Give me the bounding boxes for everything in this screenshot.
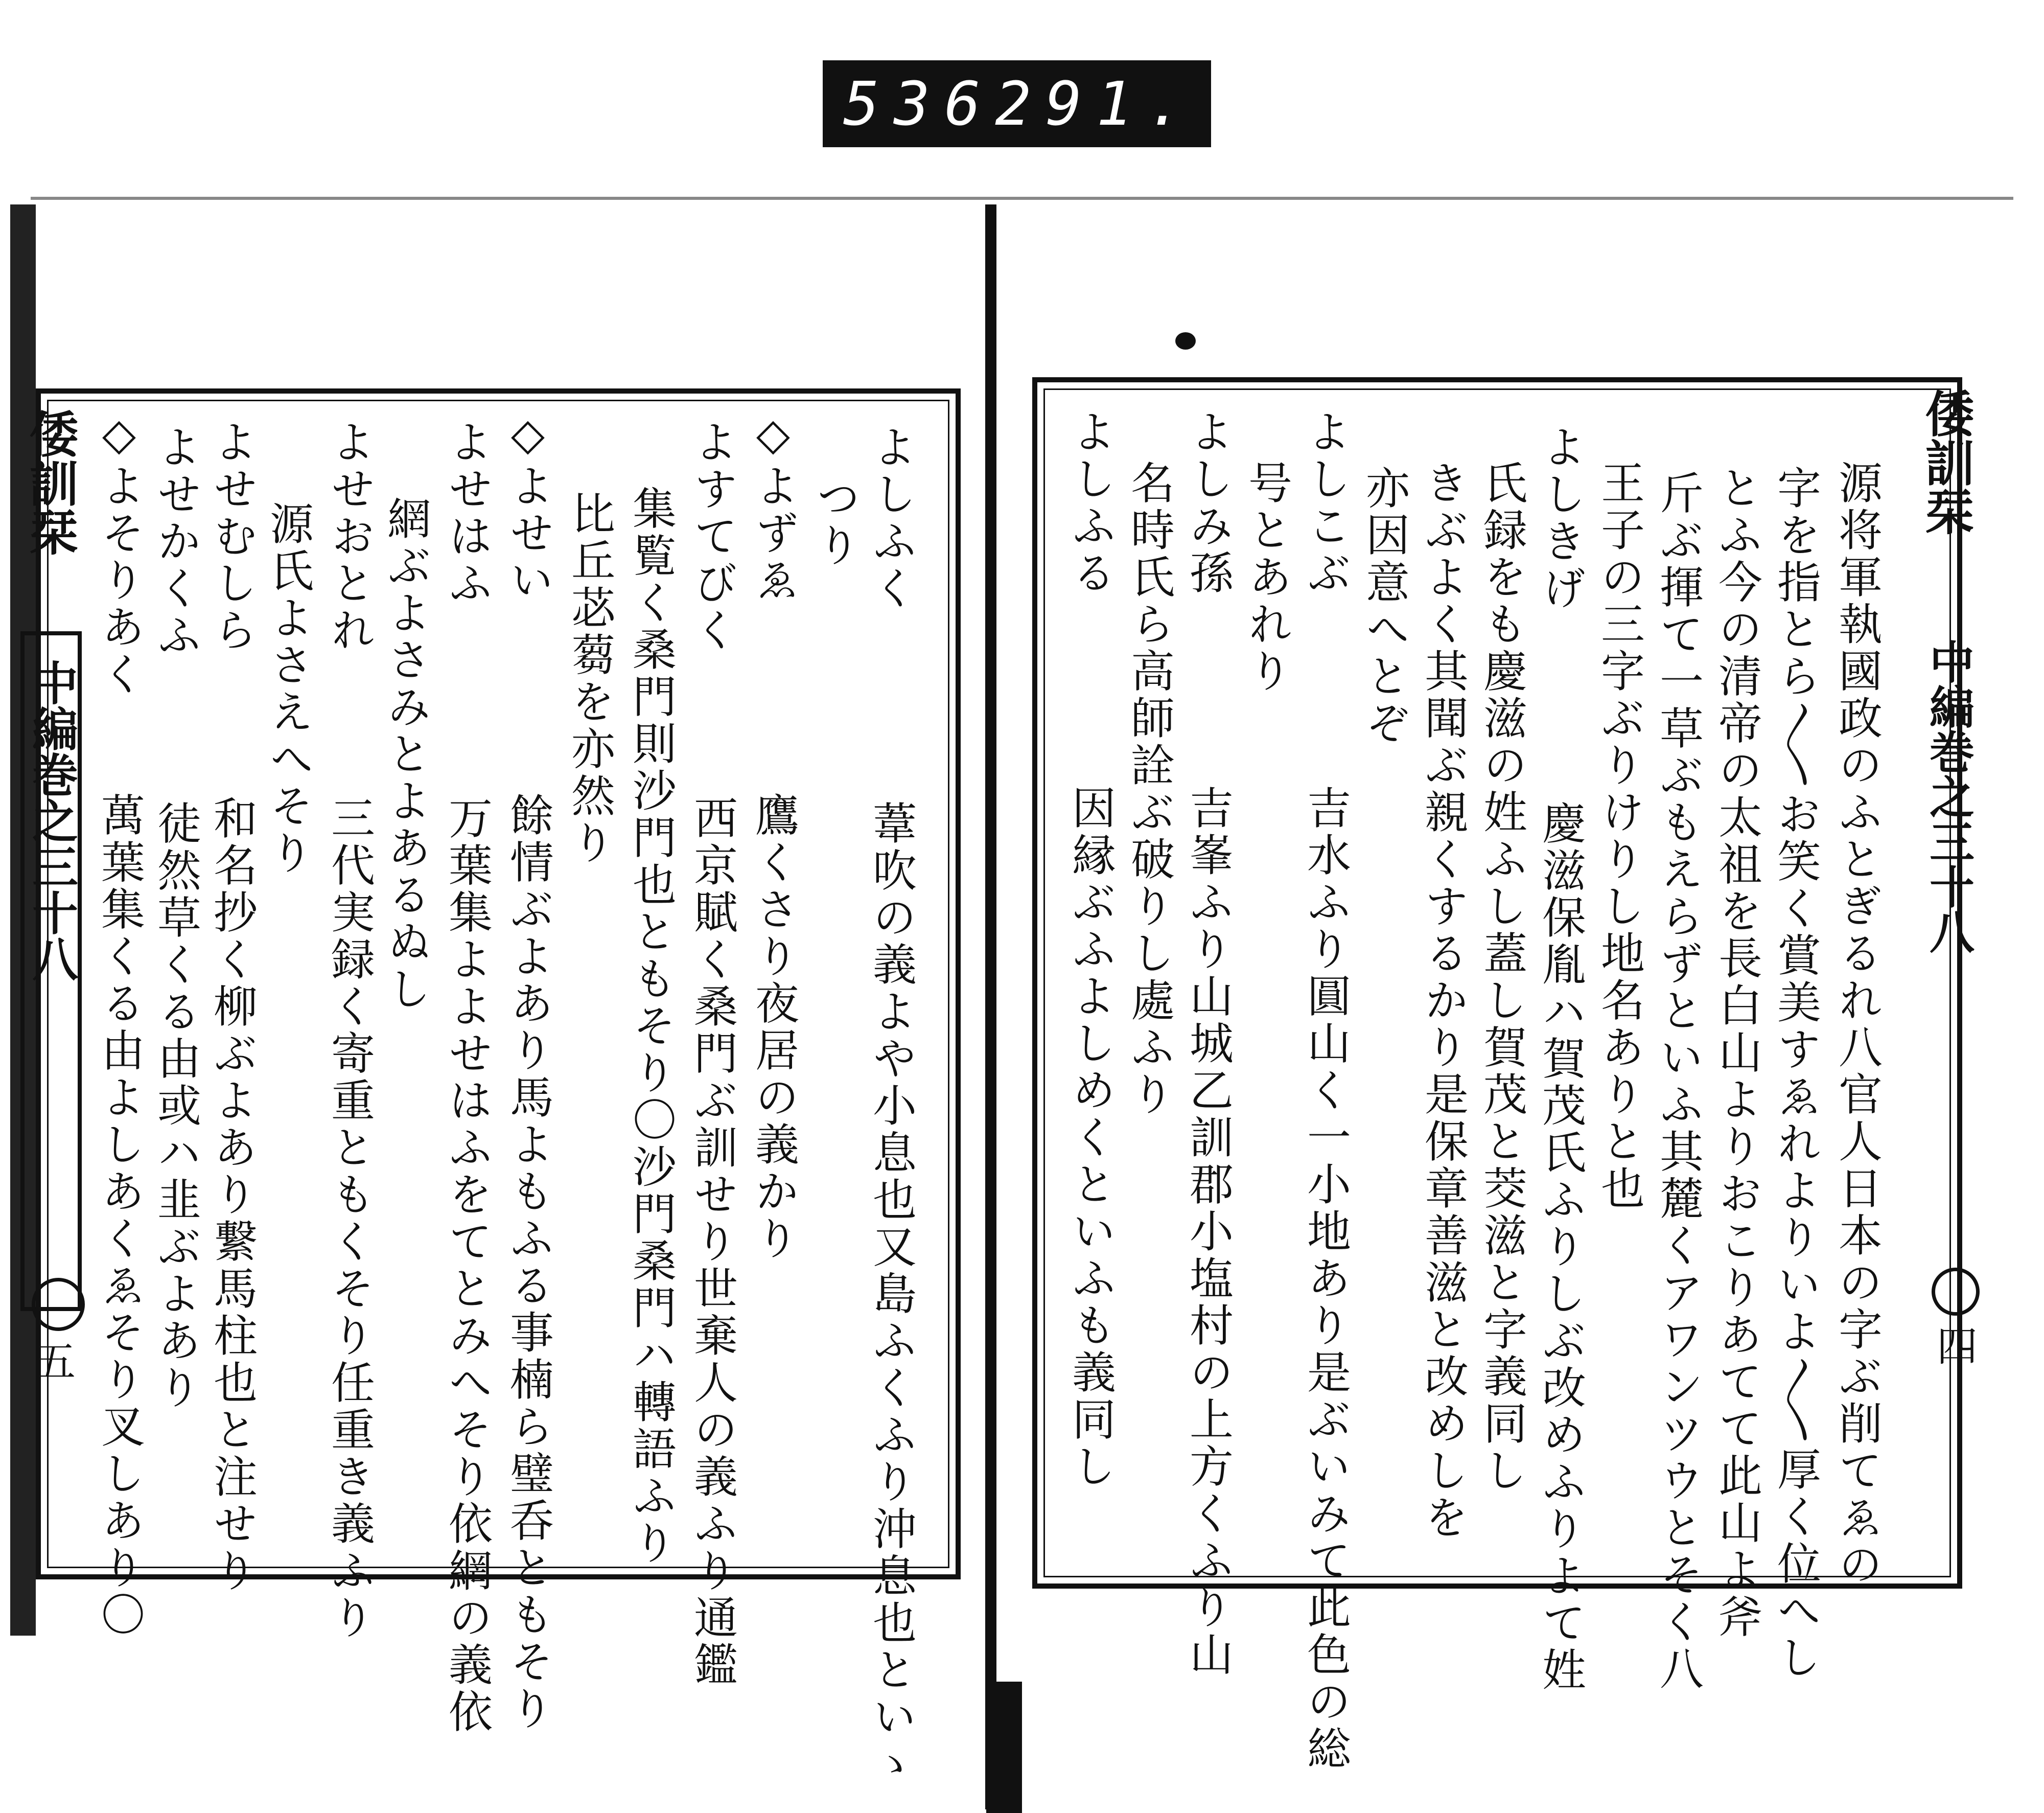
page-edge — [31, 197, 2013, 211]
ink-blot — [1175, 332, 1196, 350]
left-col-12: よせむしら 和名抄く柳ぶよあり繋馬柱也と注せり — [206, 419, 257, 1595]
left-col-13: よせかくふ 徒然草くる由或ハ韭ぶよあり — [150, 424, 201, 1412]
left-col-14: ◇よそりあく 萬葉集くる由よしあくゑそり叉しあり〇 — [94, 409, 145, 1639]
right-margin-section: 中編巻之三十八 — [1922, 639, 1976, 954]
right-col-8: きぶよく其聞ぶ親くするかり是保章善滋と改めしを — [1417, 460, 1468, 1542]
left-col-3: ◇よずゑ 鷹くさり夜居の義かり — [748, 409, 799, 1263]
left-col-11: 源氏よさえへそり — [262, 501, 313, 877]
right-col-13: 名時氏ら高師詮ぶ破りし處ふり — [1123, 460, 1174, 1118]
left-col-2: つり — [809, 475, 860, 569]
catalog-number-right: 291. — [995, 68, 1198, 139]
left-margin-title: 倭訓栞 — [21, 409, 79, 556]
catalog-number-left: 536 — [843, 68, 995, 139]
right-margin-title: 倭訓栞 — [1917, 388, 1975, 536]
right-col-7: 氏録をも慶滋の姓ふし蓋し賀茂と茭滋と字義同し — [1476, 460, 1527, 1495]
left-margin-section: 中編巻之三十八 — [24, 659, 78, 981]
left-col-8: よせはふ 万葉集よよせはふをてとみへそり依網の義依 — [441, 419, 492, 1736]
right-col-12: よしみ孫 吉峯ふり山城乙訓郡小塩村の上方くふり山 — [1182, 409, 1233, 1679]
right-margin-circle — [1932, 1268, 1980, 1316]
left-col-5: 集覧く桑門則沙門也ともそり〇沙門桑門ハ轉語ふり — [625, 486, 676, 1567]
left-page-number: 五 — [35, 1338, 76, 1386]
right-col-1: 源将軍執國政のふとぎるれ八官人日本の字ぶ削てゑの — [1831, 460, 1882, 1589]
catalog-label — [823, 60, 1211, 147]
right-col-10: よしこぶ 吉水ふり圓山く一小地あり是ぶいみて此色の総 — [1299, 409, 1351, 1773]
right-col-5: 王子の三字ぶりけりし地名ありと也 — [1593, 460, 1644, 1212]
left-col-1: よしふく 葦吹の義よや小息也又島ふくふり沖息也といゝ — [865, 424, 916, 1788]
right-col-6: よしきげ 慶滋保胤ハ賀茂氏ふりしぶ改めふりよて姓 — [1535, 424, 1586, 1694]
left-col-10: よせおとれ 三代実録く寄重ともくそり任重き義ふり — [323, 419, 375, 1642]
right-col-9: 亦因意へとぞ — [1358, 465, 1409, 747]
book-gutter — [985, 204, 996, 1809]
right-col-11: 号とあれり — [1241, 460, 1292, 695]
left-col-9: 網ぶよさみとよあるぬし — [380, 496, 431, 1013]
left-col-4: よすてびく 西京賦く桑門ぶ訓せり世棄人の義ふり通鑑 — [686, 419, 737, 1689]
left-col-7: ◇よせい 餘情ぶよあり馬よもふる事楠ら璧呑ともそり — [502, 409, 553, 1733]
right-page-number: 四 — [1937, 1323, 1978, 1370]
right-col-14: よしふる 因縁ぶふよしめくといふも義同し — [1064, 409, 1116, 1490]
book-gutter-foot — [986, 1682, 1022, 1813]
right-col-2: 字を指とら〳〵お笑く賞美すゑれよりいよ〳〵厚く位へし — [1770, 465, 1821, 1682]
left-col-6: 比丘苾蒭を亦然り — [564, 491, 615, 867]
right-col-3: とふ今の清帝の太祖を長白山よりおこりあてて此山よ斧 — [1711, 465, 1762, 1641]
right-col-4: 斤ぶ揮て一草ぶもえらずといふ其麓くアワンツウとそく八 — [1652, 470, 1703, 1693]
